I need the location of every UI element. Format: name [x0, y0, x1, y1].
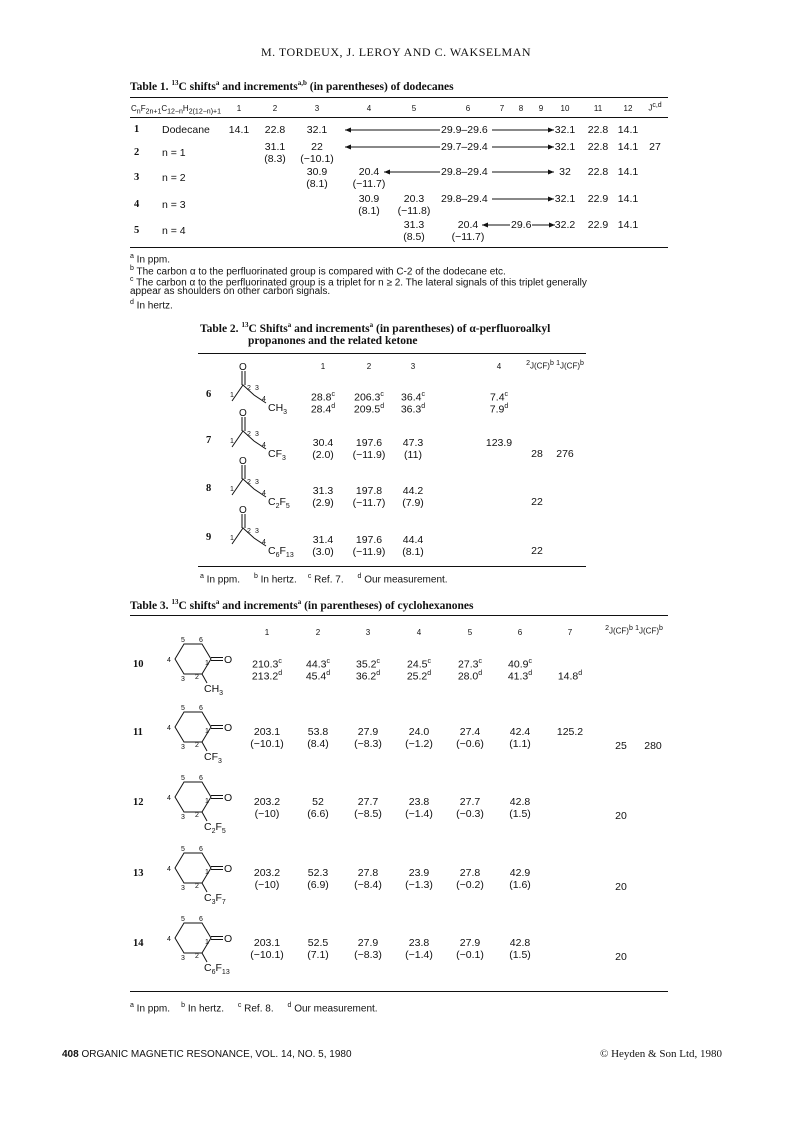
position-label: 4 [167, 795, 171, 802]
substituent-label: $CH_3$ [268, 402, 288, 417]
table-1-range-arrow-left [345, 126, 442, 134]
table-3-cell: 24.5$^c$ [407, 658, 431, 671]
table-3-cell: 53.8 [307, 726, 329, 738]
table-2-cell-second: (11) [404, 449, 422, 461]
substituent-label: $CF_3$ [204, 751, 222, 766]
table-3-cell: 125.2 [556, 726, 584, 738]
position-label: 1 [205, 939, 209, 946]
position-label: 6 [199, 846, 203, 853]
table-3-cell: 27.7 [459, 796, 481, 808]
table-3-j2: 20 [615, 881, 627, 893]
table-1-cell: 20.4 [457, 219, 479, 231]
substituent-label: $C_2F_5$ [204, 821, 226, 836]
table-2-cell-second: 36.3$^d$ [400, 403, 426, 416]
table-1-cell: 32.2 [554, 219, 576, 231]
table-1-cell: 31.1 [264, 141, 286, 153]
table-1-cell: 32.1 [554, 193, 576, 205]
table-2-top-rule [198, 353, 586, 354]
table-3-j2: 20 [615, 951, 627, 963]
table-3-cell-second: 41.3$^d$ [507, 670, 533, 683]
table-2-cell: 197.6 [355, 534, 383, 546]
table-1-cell: 22.8 [587, 166, 609, 178]
table-3-cell: 52.3 [307, 867, 329, 879]
position-label: 4 [167, 936, 171, 943]
table-3-cell: 42.4 [509, 726, 531, 738]
running-header: M. TORDEUX, J. LEROY AND C. WAKSELMAN [260, 45, 532, 59]
table-2-cell: 197.8 [355, 485, 383, 497]
table-3-cell: 35.2$^c$ [356, 658, 380, 671]
table-3-cell-second: (−8.3) [354, 738, 382, 750]
table-1-col-head: 2 [272, 104, 278, 113]
table-3-cell: 27.7 [357, 796, 379, 808]
position-label: 5 [181, 916, 185, 923]
table-3-cell: 203.2 [253, 867, 281, 879]
table-2-cell-second: (−11.7) [352, 497, 386, 509]
position-label: 2 [195, 953, 199, 960]
table-2-cell-second: (3.0) [312, 546, 334, 558]
oxygen-label: O [239, 456, 247, 467]
table-3-cell: 203.2 [253, 796, 281, 808]
table-3-cell: 42.8 [509, 796, 531, 808]
table-3-col-head: 3 [365, 628, 371, 637]
table-3-cell: 24.0 [408, 726, 430, 738]
table-3-cell-second: (−0.3) [456, 808, 484, 820]
table-3-cell-second: 25.2$^d$ [406, 670, 432, 683]
table-2-col-head: 3 [410, 362, 416, 371]
table-1-row-label: n = 3 [162, 199, 186, 211]
table-2-cell-second: (2.9) [312, 497, 334, 509]
table-1-cell: 22.8 [587, 124, 609, 136]
position-label: 1 [230, 392, 234, 399]
table-3-cell: 23.8 [408, 937, 430, 949]
table-1-range-value: 29.6 [511, 219, 532, 231]
oxygen-label: O [239, 408, 247, 419]
position-label: 2 [195, 742, 199, 749]
table-3-cell-second: (−1.3) [405, 879, 433, 891]
table-2-j2: 28 [531, 448, 543, 460]
table-2-cell-second: 28.4$^d$ [310, 403, 336, 416]
table-1-cell-increment: (8.5) [403, 231, 425, 243]
position-label: 5 [181, 775, 185, 782]
table-3-cell-second: (6.9) [307, 879, 329, 891]
substituent-label: $CF_3$ [268, 448, 286, 463]
table-1-row-number: 2 [134, 147, 140, 158]
position-label: 2 [195, 674, 199, 681]
oxygen-label: O [239, 362, 247, 373]
oxygen-label: O [224, 654, 233, 666]
table-1-cell: 22.9 [587, 219, 609, 231]
table-3-cell: 23.9 [408, 867, 430, 879]
table-3-cell-second: 45.4$^d$ [305, 670, 331, 683]
table-1-col-head: 3 [314, 104, 320, 113]
table-1-cell: 14.1 [617, 166, 639, 178]
table-2-footnote: $^a$ In ppm. $^b$ In hertz. $^c$ Ref. 7. $^d$ Our measurement. [200, 573, 448, 586]
table-2-col-head: 2 [366, 362, 372, 371]
position-label: 1 [230, 486, 234, 493]
table-1-cell: 22.8 [587, 141, 609, 153]
table-2-cell: 36.4$^c$ [401, 391, 425, 404]
substituent-label: $C_2F_5$ [268, 496, 290, 511]
table-1-cell: 14.1 [617, 219, 639, 231]
position-label: 5 [181, 637, 185, 644]
table-3-caption: Table 3. $^{13}$C shifts$^a$ and increments$^a$ (in parentheses) of cyclohexanones [130, 598, 474, 612]
table-3-cell-second: (1.6) [509, 879, 531, 891]
table-3-cell: 27.3$^c$ [458, 658, 482, 671]
table-3-row-number: 10 [133, 659, 144, 670]
table-1-row-number: 1 [134, 124, 140, 135]
position-label: 4 [262, 396, 266, 403]
table-1-cell-increment: (−11.8) [397, 205, 431, 217]
position-label: 4 [167, 866, 171, 873]
table-2-cell-second: (2.0) [312, 449, 334, 461]
table-3-cell: 23.8 [408, 796, 430, 808]
table-3-cell-second: (1.1) [509, 738, 531, 750]
substituent-label: $C_6F_{13}$ [204, 962, 230, 977]
table-2-cell: 206.3$^c$ [354, 391, 384, 404]
table-3-j2: 25 [615, 740, 627, 752]
table-2-cell-second: 209.5$^d$ [353, 403, 385, 416]
table-2-j1: 276 [556, 448, 574, 460]
table-2-cell-second: (7.9) [402, 497, 424, 509]
position-label: 1 [205, 798, 209, 805]
table-3-cell-second: (−10.1) [250, 738, 284, 750]
table-1-range-value: 29.7–29.4 [441, 141, 488, 153]
table-1-caption: Table 1. $^{13}$C shifts$^a$ and increments$^{a,b}$ (in parentheses) of dodecanes [130, 79, 454, 93]
oxygen-label: O [239, 505, 247, 516]
table-1-row-label: n = 4 [162, 225, 186, 237]
position-label: 3 [255, 479, 259, 486]
table-1-cell: 20.4 [358, 166, 380, 178]
table-2-cell: 30.4 [312, 437, 334, 449]
position-label: 3 [181, 814, 185, 821]
page-number: 408 [62, 1049, 79, 1060]
table-1-col-head: 5 [411, 104, 417, 113]
table-1-range-arrow-right [492, 168, 556, 176]
table-1-row-label: n = 1 [162, 147, 186, 159]
table-3-cell-second: (−8.4) [354, 879, 382, 891]
position-label: 1 [230, 535, 234, 542]
table-3-col-head: 1 [264, 628, 270, 637]
table-3-cell-second: (−8.5) [354, 808, 382, 820]
position-label: 6 [199, 916, 203, 923]
table-2-j2: 22 [531, 545, 543, 557]
table-1-cell: 14.1 [617, 141, 639, 153]
position-label: 1 [230, 438, 234, 445]
table-3-bottom-rule [130, 991, 668, 992]
table-1-cell: 14.1 [617, 193, 639, 205]
table-1-col-head: 8 [518, 104, 524, 113]
table-1-footnote: $^a$ In ppm. [130, 253, 171, 266]
table-1-cell: 32.1 [554, 141, 576, 153]
substituent-label: $CH_3$ [204, 683, 224, 698]
position-label: 1 [205, 728, 209, 735]
table-1-range-arrow-right [492, 143, 556, 151]
table-1-cell: 32.1 [306, 124, 328, 136]
copyright: © Heyden & Son Ltd, 1980 [599, 1048, 722, 1060]
position-label: 3 [181, 676, 185, 683]
table-2-row-number: 9 [206, 532, 212, 543]
position-label: 3 [181, 955, 185, 962]
position-label: 4 [262, 539, 266, 546]
table-3-cell-second: (−0.2) [456, 879, 484, 891]
table-1-col-head: 10 [560, 104, 570, 113]
table-3-cell-second: (−1.4) [405, 949, 433, 961]
table-2-caption: Table 2. $^{13}$C Shifts$^a$ and increments$^a$ (in parentheses) of α-perfluoroalkyl [200, 321, 551, 335]
table-1-row-number: 3 [134, 172, 140, 183]
position-label: 6 [199, 705, 203, 712]
table-1-footnote: $^d$ In hertz. [130, 299, 173, 312]
table-3-col-head: 5 [467, 628, 473, 637]
table-1-row-label: Dodecane [162, 124, 210, 136]
position-label: 5 [181, 846, 185, 853]
table-3-top-rule [130, 615, 668, 616]
page-footer [62, 1049, 352, 1060]
position-label: 3 [255, 528, 259, 535]
table-3-cell-second: (−10) [254, 808, 280, 820]
position-label: 4 [167, 657, 171, 664]
table-2-cell: 31.3 [312, 485, 334, 497]
table-1-cell-increment: (−11.7) [451, 231, 485, 243]
table-3-cell-second: 28.0$^d$ [457, 670, 483, 683]
table-2-j-head: $^2$J(CF)$^b$ $^1$J(CF)$^b$ [526, 360, 584, 371]
table-3-cell-second: (7.1) [307, 949, 329, 961]
table-1-footnote: $^c$ The carbon α to the perfluorinated group is a triplet for n ≥ 2. The lateral signals of this triplet generally [130, 276, 587, 289]
table-3-cell: 40.9$^c$ [508, 658, 532, 671]
table-1-range-value: 29.8–29.4 [441, 166, 488, 178]
table-1-range-value: 29.8–29.4 [441, 193, 488, 205]
table-1-col-head: 11 [593, 104, 603, 113]
table-3-cell-second: (6.6) [307, 808, 329, 820]
table-1-cell: 14.1 [617, 124, 639, 136]
position-label: 6 [199, 775, 203, 782]
position-label: 2 [195, 883, 199, 890]
oxygen-label: O [224, 722, 233, 734]
table-3-j2: 20 [615, 810, 627, 822]
table-1-j-value: 27 [649, 141, 661, 153]
table-1-col-head: 9 [538, 104, 544, 113]
position-label: 2 [195, 812, 199, 819]
table-2-cell: 47.3 [402, 437, 424, 449]
table-1-range-arrow-left [384, 168, 442, 176]
table-3-cell: 203.1 [253, 937, 281, 949]
oxygen-label: O [224, 933, 233, 945]
oxygen-label: O [224, 792, 233, 804]
table-1-col-head: 4 [366, 104, 372, 113]
table-2-caption-line2: propanones and the related ketone [248, 335, 418, 347]
table-3-cell-second: (−1.2) [405, 738, 433, 750]
table-3-cell-second: (−1.4) [405, 808, 433, 820]
table-1-range-value: 29.9–29.6 [441, 124, 488, 136]
table-1-footnote: appear as shoulders on other carbon signals. [130, 285, 331, 297]
table-1-cell: 22.9 [587, 193, 609, 205]
table-1-range-arrow-left [345, 143, 442, 151]
position-label: 5 [181, 705, 185, 712]
position-label: 1 [205, 869, 209, 876]
table-1-cell: 31.3 [403, 219, 425, 231]
table-2-cell-second: (−11.9) [352, 546, 386, 558]
table-1-col-head: 1 [236, 104, 242, 113]
table-2-cell: 123.9 [485, 437, 513, 449]
table-1-range-arrow-right [532, 221, 557, 229]
table-1-col-head: 12 [623, 104, 633, 113]
position-label: 3 [255, 431, 259, 438]
table-2-cell: 44.2 [402, 485, 424, 497]
table-2-j2: 22 [531, 496, 543, 508]
position-label: 4 [167, 725, 171, 732]
table-1-range-arrow-right [492, 195, 556, 203]
position-label: 2 [247, 385, 251, 392]
table-3-cell-second: (−0.6) [456, 738, 484, 750]
position-label: 2 [247, 479, 251, 486]
table-1-row-number: 4 [134, 199, 140, 210]
table-2-col-head: 1 [320, 362, 326, 371]
table-3-cell: 42.8 [509, 937, 531, 949]
table-3-cell: 203.1 [253, 726, 281, 738]
position-label: 2 [247, 431, 251, 438]
substituent-label: $C_6F_{13}$ [268, 545, 294, 560]
table-1-bottom-rule [130, 247, 668, 248]
table-1-range-arrow-left [482, 221, 512, 229]
table-3-cell: 52.5 [307, 937, 329, 949]
table-3-cell-second: (−10.1) [250, 949, 284, 961]
table-3-footnote: $^a$ In ppm. $^b$ In hertz. $^c$ Ref. 8. $^d$ Our measurement. [130, 1002, 378, 1015]
table-3-cell-second: (−10) [254, 879, 280, 891]
table-1-cell: 30.9 [358, 193, 380, 205]
table-3-cell: 52 [312, 796, 324, 808]
table-2-cell: 7.4$^c$ [489, 391, 509, 404]
table-3-cell-second: 36.2$^d$ [355, 670, 381, 683]
table-3-cell: 210.3$^c$ [252, 658, 282, 671]
oxygen-label: O [224, 863, 233, 875]
table-3-col-head: 6 [517, 628, 523, 637]
table-3-cell: 27.9 [357, 937, 379, 949]
table-1-cell: 32.1 [554, 124, 576, 136]
table-1-row-label: n = 2 [162, 172, 186, 184]
table-1-row-number: 5 [134, 225, 140, 236]
position-label: 1 [205, 660, 209, 667]
position-label: 3 [255, 385, 259, 392]
table-3-cell-second: (1.5) [509, 949, 531, 961]
substituent-label: $C_3F_7$ [204, 892, 226, 907]
table-2-cell: 31.4 [312, 534, 334, 546]
position-label: 3 [181, 744, 185, 751]
table-3-cell-second: 14.8$^d$ [557, 670, 583, 683]
table-1-cell-increment: (−10.1) [300, 153, 334, 165]
table-1-cell-increment: (8.1) [306, 178, 328, 190]
table-3-cell: 27.9 [357, 726, 379, 738]
table-1-cell: 30.9 [306, 166, 328, 178]
table-1-col-head: 6 [465, 104, 471, 113]
table-1-stub-head: $C_nF_{2n+1}C_{12-n}H_{2(12-n)+1}$ [131, 104, 222, 116]
position-label: 4 [262, 442, 266, 449]
table-2-cell-second: (8.1) [402, 546, 424, 558]
table-1-head-rule [130, 117, 668, 118]
table-1-cell: 14.1 [228, 124, 250, 136]
table-1-cell: 22.8 [264, 124, 286, 136]
table-2-row-number: 6 [206, 389, 212, 400]
table-1-footnote: $^b$ The carbon α to the perfluorinated group is compared with C-2 of the dodecane etc. [130, 264, 506, 277]
table-3-row-number: 11 [133, 727, 143, 738]
table-2-cell: 44.4 [402, 534, 424, 546]
table-1-cell: 20.3 [403, 193, 425, 205]
table-3-cell-second: 213.2$^d$ [251, 670, 283, 683]
table-1-cell: 32 [559, 166, 571, 178]
table-1-top-rule [130, 97, 668, 98]
table-1-cell-increment: (8.3) [264, 153, 286, 165]
position-label: 6 [199, 637, 203, 644]
table-3-row-number: 12 [133, 797, 144, 808]
table-3-cell-second: (−0.1) [456, 949, 484, 961]
table-2-cell: 197.6 [355, 437, 383, 449]
table-3-cell-second: (−8.3) [354, 949, 382, 961]
table-2-row-number: 7 [206, 435, 212, 446]
position-label: 3 [181, 885, 185, 892]
table-2-row-number: 8 [206, 483, 212, 494]
table-3-cell: 42.9 [509, 867, 531, 879]
journal-citation: ORGANIC MAGNETIC RESONANCE, VOL. 14, NO. 5, 1980 [81, 1049, 352, 1060]
table-1-cell: 22 [311, 141, 323, 153]
table-3-row-number: 14 [133, 938, 144, 949]
table-3-cell: 44.3$^c$ [306, 658, 330, 671]
table-2-cell: 28.8$^c$ [311, 391, 335, 404]
table-2-cell-second: 7.9$^d$ [489, 403, 509, 416]
table-3-row-number: 13 [133, 868, 144, 879]
table-3-col-head: 4 [416, 628, 422, 637]
table-1-range-arrow-right [492, 126, 556, 134]
table-1-col-head: 7 [499, 104, 505, 113]
table-3-col-head: 2 [315, 628, 321, 637]
position-label: 4 [262, 490, 266, 497]
table-3-cell-second: (1.5) [509, 808, 531, 820]
table-2-bottom-rule [198, 566, 586, 567]
table-1-cell-increment: (8.1) [358, 205, 380, 217]
table-3-cell: 27.9 [459, 937, 481, 949]
table-2-col-head: 4 [496, 362, 502, 371]
table-3-cell: 27.4 [459, 726, 481, 738]
table-1-cell-increment: (−11.7) [352, 178, 386, 190]
table-3-cell: 27.8 [459, 867, 481, 879]
table-3-cell-second: (8.4) [307, 738, 329, 750]
table-3-col-head: 7 [567, 628, 573, 637]
table-3-j-head: $^2$J(CF)$^b$ $^1$J(CF)$^b$ [605, 625, 663, 636]
position-label: 2 [247, 528, 251, 535]
table-2-cell-second: (−11.9) [352, 449, 386, 461]
table-3-cell: 27.8 [357, 867, 379, 879]
table-3-j1: 280 [644, 740, 662, 752]
table-1-j-head: J$^{c,d}$ [648, 102, 662, 113]
